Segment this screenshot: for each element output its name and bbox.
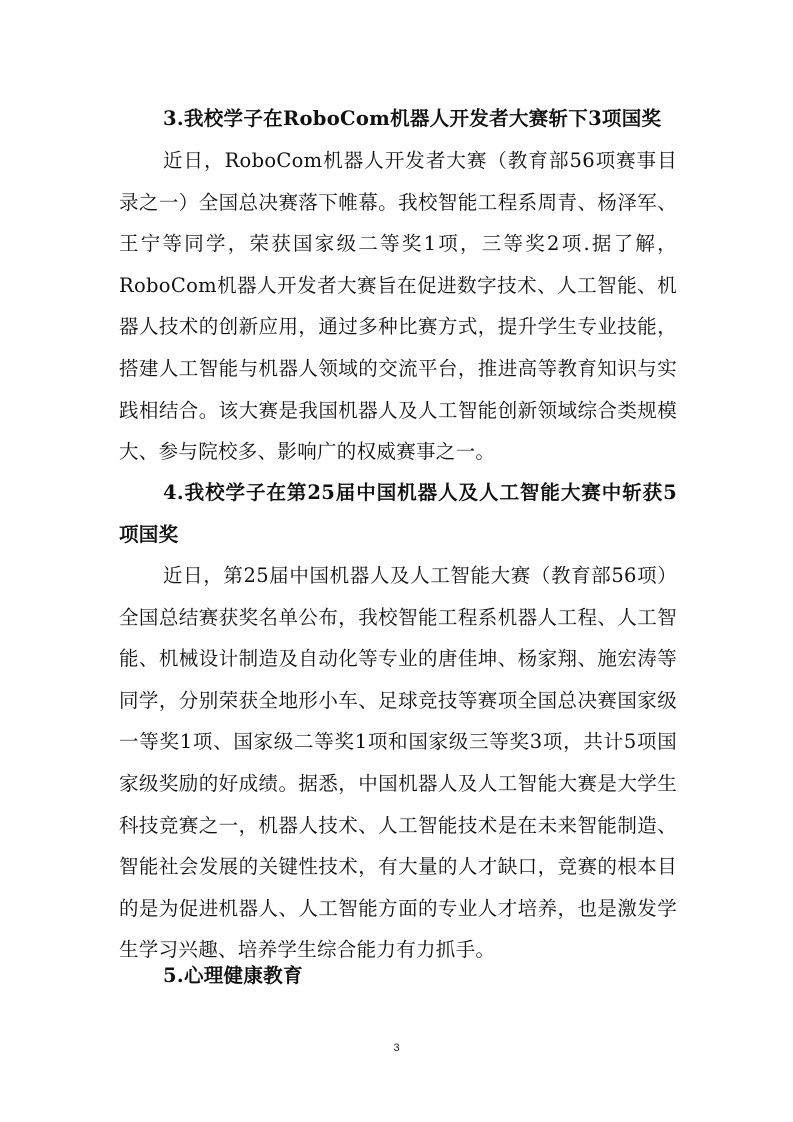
section-4-heading: 4.我校学子在第25届中国机器人及人工智能大赛中斩获5项国奖 <box>119 481 677 546</box>
page-number: 3 <box>393 1042 400 1054</box>
section-3-body: 近日，RoboCom机器人开发者大赛（教育部56项赛事目录之一）全国总决赛落下帷幕。我校智能工程系周青、杨泽军、王宁等同学，荣获国家级二等奖1项，三等奖2项.据了解，RoboCom机器人开发者大赛旨在促进数字技术、人工智能、机器人技术的创新应用，通过多种比赛方式，提升学生专业技能，搭建人工智能与机器人领域的交流平台，推进高等教育知识与实践相结合。该大赛是我国机器人及人工智能创新领域综合类规模大、参与院校多、影响广的权威赛事之一。 <box>119 149 677 464</box>
section-5-heading: 5.心理健康教育 <box>163 964 303 987</box>
section-4-body: 近日，第25届中国机器人及人工智能大赛（教育部56项）全国总结赛获奖名单公布，我校智能工程系机器人工程、人工智能、机械设计制造及自动化等专业的唐佳坤、杨家翔、施宏涛等同学，分别荣获全地形小车、足球竞技等赛项全国总决赛国家级一等奖1项、国家级二等奖1项和国家级三等奖3项，共计5项国家级奖励的好成绩。据悉，中国机器人及人工智能大赛是大学生科技竞赛之一，机器人技术、人工智能技术是在未来智能制造、智能社会发展的关键性技术，有大量的人才缺口，竞赛的根本目的是为促进机器人、人工智能方面的专业人才培养，也是激发学生学习兴趣、培养学生综合能力有力抓手。 <box>119 564 677 962</box>
section-3-heading: 3.我校学子在RoboCom机器人开发者大赛斩下3项国奖 <box>163 107 662 130</box>
